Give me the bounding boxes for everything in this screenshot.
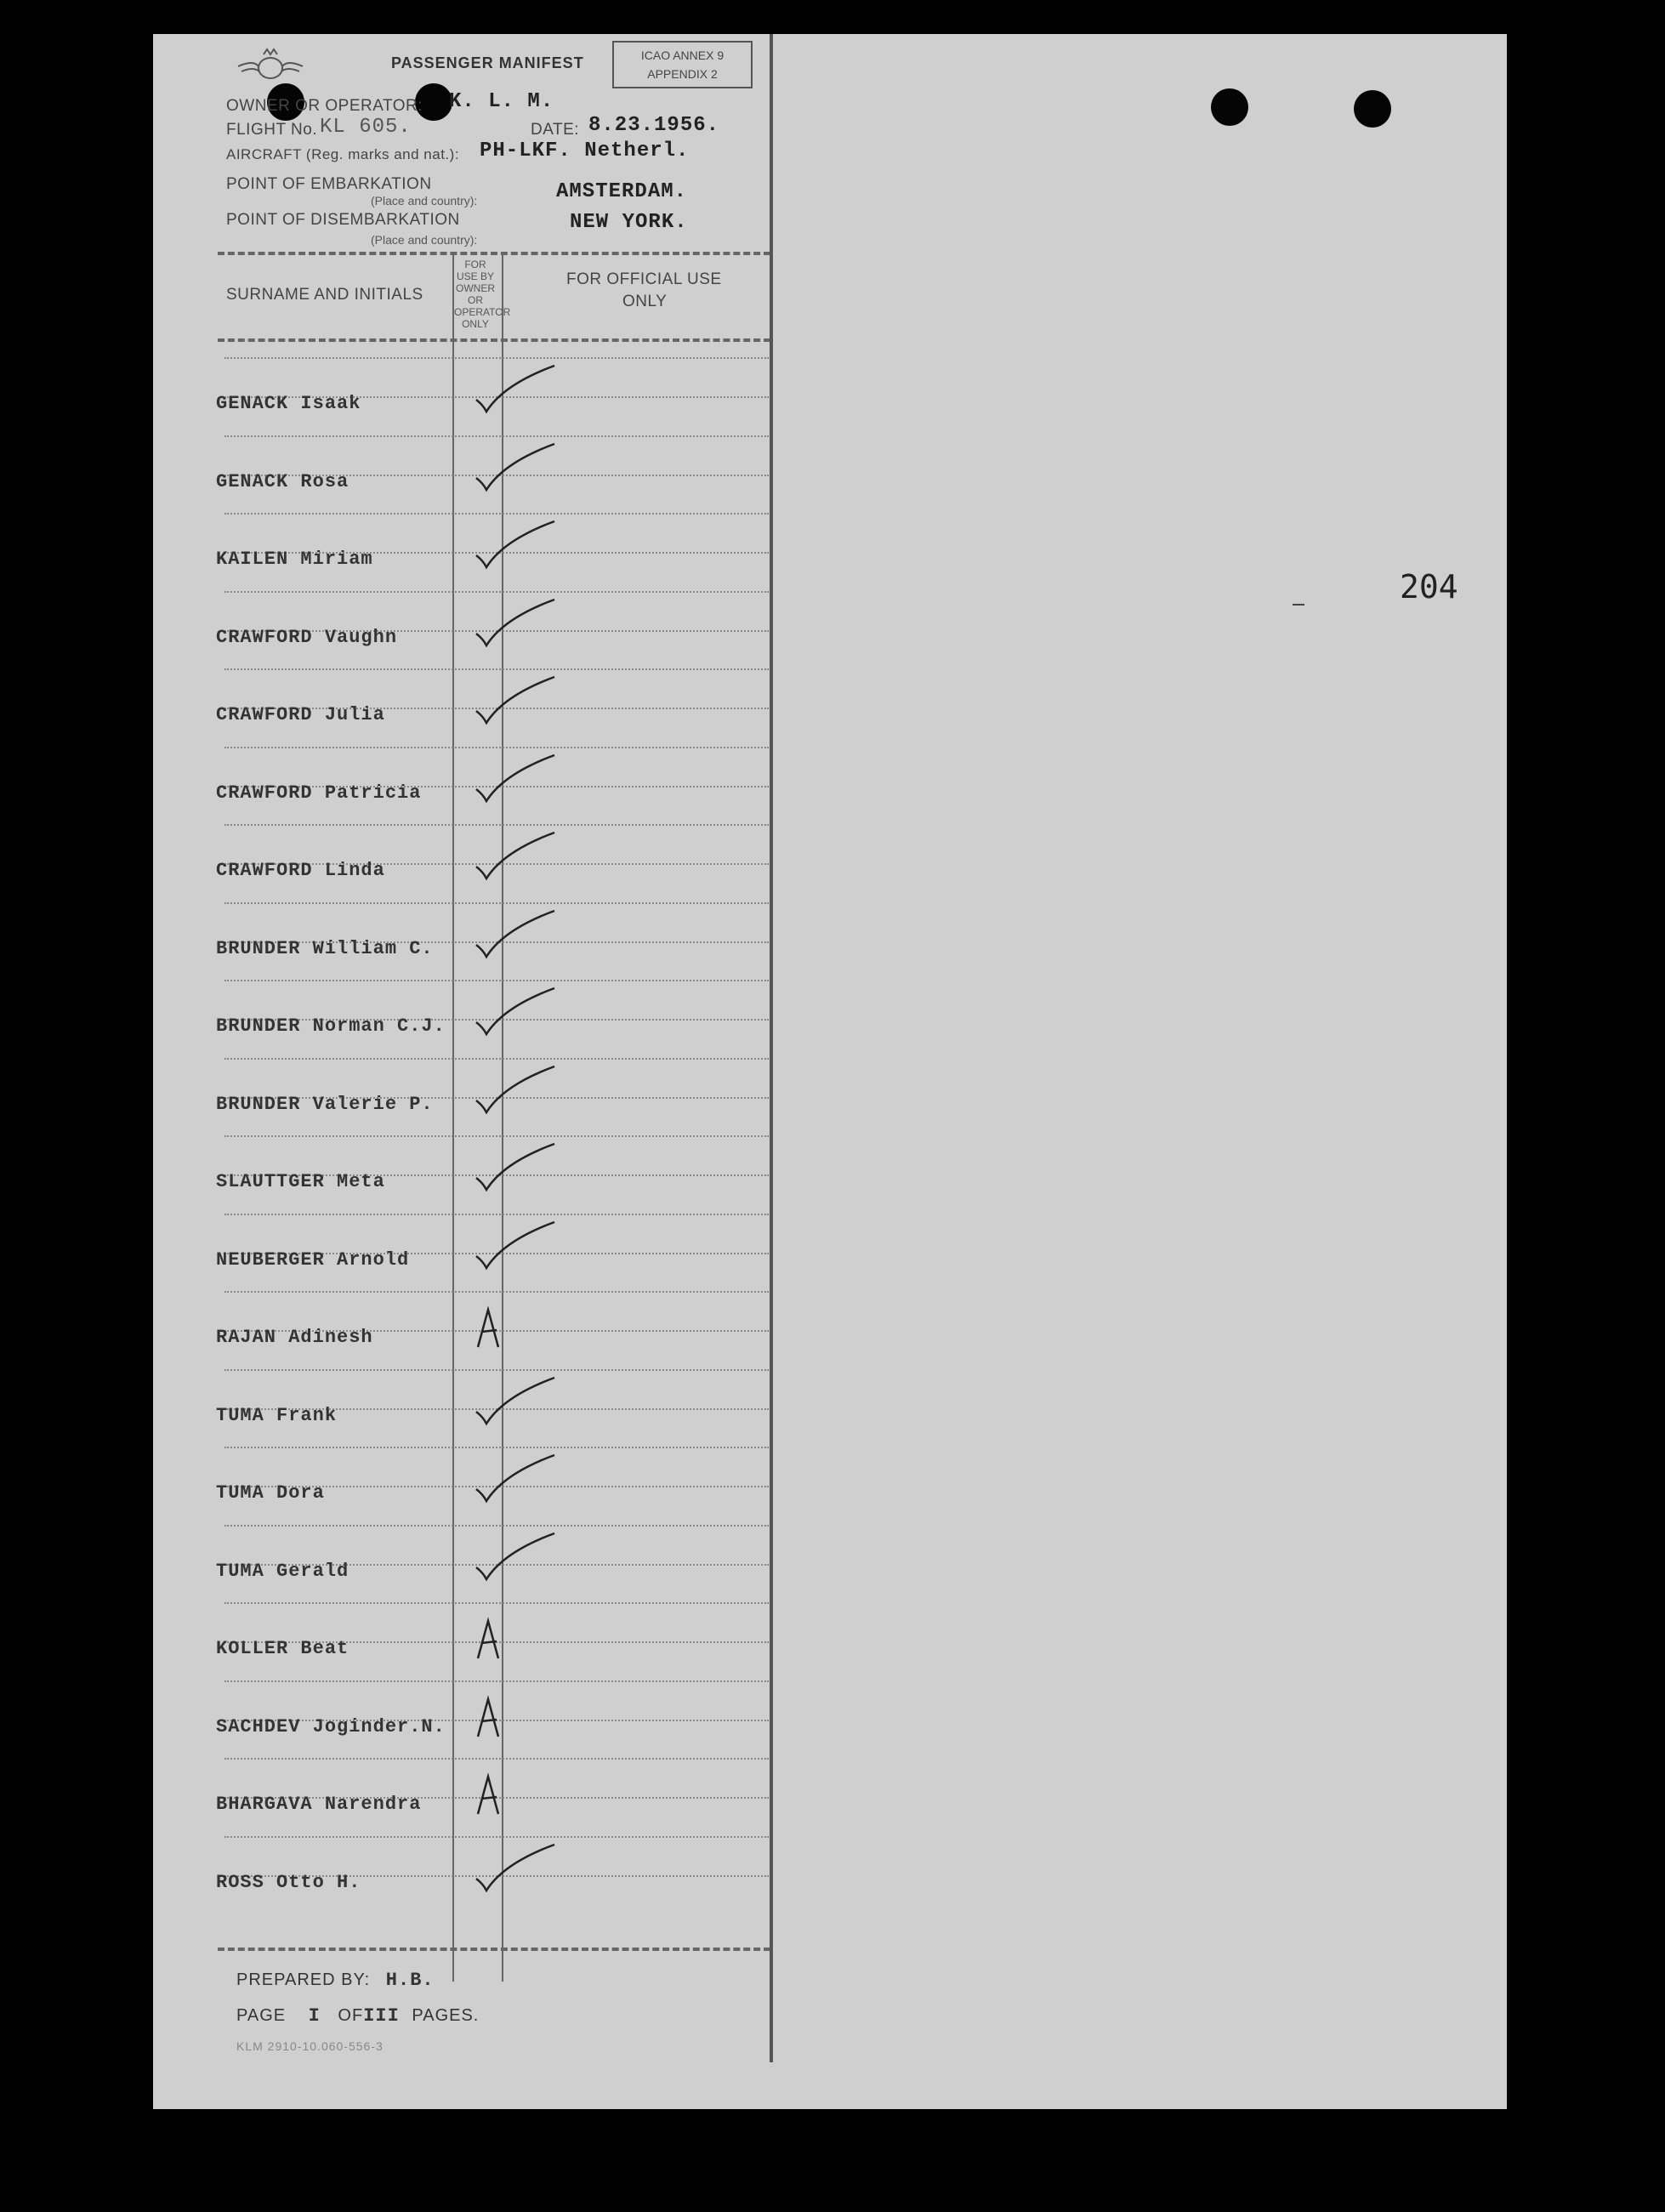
disembark-value: NEW YORK. [570, 211, 688, 234]
handwritten-a-mark-icon [469, 1293, 571, 1361]
handwritten-check-mark-icon [469, 1838, 571, 1906]
handwritten-check-mark-icon [469, 981, 571, 1049]
icao-line-1: ICAO ANNEX 9 [640, 48, 725, 62]
handwritten-check-mark-icon [469, 1215, 571, 1283]
passenger-name: BRUNDER Valerie P. [216, 1093, 434, 1115]
stamp-number: 204 [1400, 568, 1458, 606]
handwritten-a-mark-icon [469, 1682, 571, 1750]
handwritten-check-mark-icon [469, 748, 571, 816]
passenger-name: GENACK Rosa [216, 470, 349, 492]
passenger-name: ROSS Otto H. [216, 1871, 361, 1893]
embark-value: AMSTERDAM. [556, 180, 688, 203]
handwritten-check-mark-icon [469, 1527, 571, 1595]
date-label: DATE: [531, 121, 580, 139]
header-rule [218, 252, 770, 255]
page-label: PAGE [236, 2006, 287, 2025]
handwritten-check-mark-icon [469, 593, 571, 661]
pages-label: PAGES. [412, 2006, 480, 2025]
handwritten-a-mark-icon [469, 1604, 571, 1672]
form-right-border [770, 34, 773, 2062]
passenger-name: NEUBERGER Arnold [216, 1248, 410, 1271]
col-header-owner-use: FOR USE BY OWNER OR OPERATOR ONLY [454, 259, 511, 330]
col-header-surname: SURNAME AND INITIALS [226, 286, 423, 304]
handwritten-check-mark-icon [469, 437, 571, 505]
passenger-name: SLAUTTGER Meta [216, 1171, 385, 1192]
handwritten-check-mark-icon [469, 515, 571, 583]
passenger-name: CRAWFORD Patricia [216, 782, 422, 804]
icao-line-2: APPENDIX 2 [647, 67, 718, 81]
passenger-name: KOLLER Beat [216, 1638, 349, 1659]
passenger-name: SACHDEV Joginder.N. [216, 1715, 446, 1737]
form-code: KLM 2910-10.060-556-3 [236, 2039, 384, 2053]
punch-hole [1354, 90, 1391, 128]
handwritten-check-mark-icon [469, 359, 571, 427]
passenger-name: RAJAN Adinesh [216, 1327, 373, 1348]
handwritten-a-mark-icon [469, 1760, 571, 1828]
passenger-name: TUMA Dora [216, 1482, 325, 1504]
col-header-official-2: ONLY [622, 293, 668, 310]
passenger-name: TUMA Gerald [216, 1560, 349, 1582]
disembark-label: POINT OF DISEMBARKATION [226, 211, 460, 229]
passenger-name: CRAWFORD Vaughn [216, 626, 398, 648]
prepared-by [236, 1970, 435, 1991]
aircraft-value: PH-LKF. Netherl. [480, 139, 690, 162]
passenger-name: CRAWFORD Linda [216, 860, 385, 881]
owner-label: OWNER OR OPERATOR: [226, 97, 423, 115]
margin-dash [1293, 604, 1304, 606]
passenger-name: BHARGAVA Narendra [216, 1794, 422, 1815]
of-label: OF [338, 2006, 364, 2025]
handwritten-check-mark-icon [469, 1371, 571, 1439]
embark-label: POINT OF EMBARKATION [226, 175, 432, 193]
handwritten-check-mark-icon [469, 1137, 571, 1205]
footer-rule [218, 1948, 770, 1951]
passenger-name: BRUNDER William C. [216, 937, 434, 959]
klm-crown-logo-icon [236, 48, 304, 85]
flight-value: KL 605. [320, 116, 412, 139]
handwritten-check-mark-icon [469, 826, 571, 894]
disembark-sub: (Place and country): [371, 233, 478, 247]
passenger-name: KAILEN Miriam [216, 549, 373, 570]
passenger-name: TUMA Frank [216, 1404, 338, 1426]
page-value: I [308, 2005, 321, 2027]
punch-hole [1211, 88, 1248, 126]
date-value: 8.23.1956. [588, 114, 720, 137]
handwritten-check-mark-icon [469, 670, 571, 738]
prepared-label: PREPARED BY: [236, 1970, 371, 1989]
owner-value: K. L. M. [449, 90, 554, 113]
passenger-name: CRAWFORD Julia [216, 704, 385, 725]
handwritten-check-mark-icon [469, 1448, 571, 1516]
flight-label: FLIGHT No. [226, 121, 318, 139]
of-value: III [363, 2005, 400, 2027]
page-count [236, 2005, 479, 2027]
embark-sub: (Place and country): [371, 194, 478, 208]
aircraft-label: AIRCRAFT (Reg. marks and nat.): [226, 146, 460, 162]
col-header-official-1: FOR OFFICIAL USE [566, 270, 722, 288]
prepared-value: H.B. [385, 1970, 435, 1991]
handwritten-check-mark-icon [469, 904, 571, 972]
handwritten-check-mark-icon [469, 1060, 571, 1128]
passenger-name: GENACK Isaak [216, 393, 361, 414]
form-title: PASSENGER MANIFEST [391, 54, 584, 71]
column-header-rule [218, 338, 770, 342]
manifest-sheet [153, 34, 1507, 2109]
passenger-name: BRUNDER Norman C.J. [216, 1015, 446, 1037]
icao-reference-box [612, 41, 753, 88]
